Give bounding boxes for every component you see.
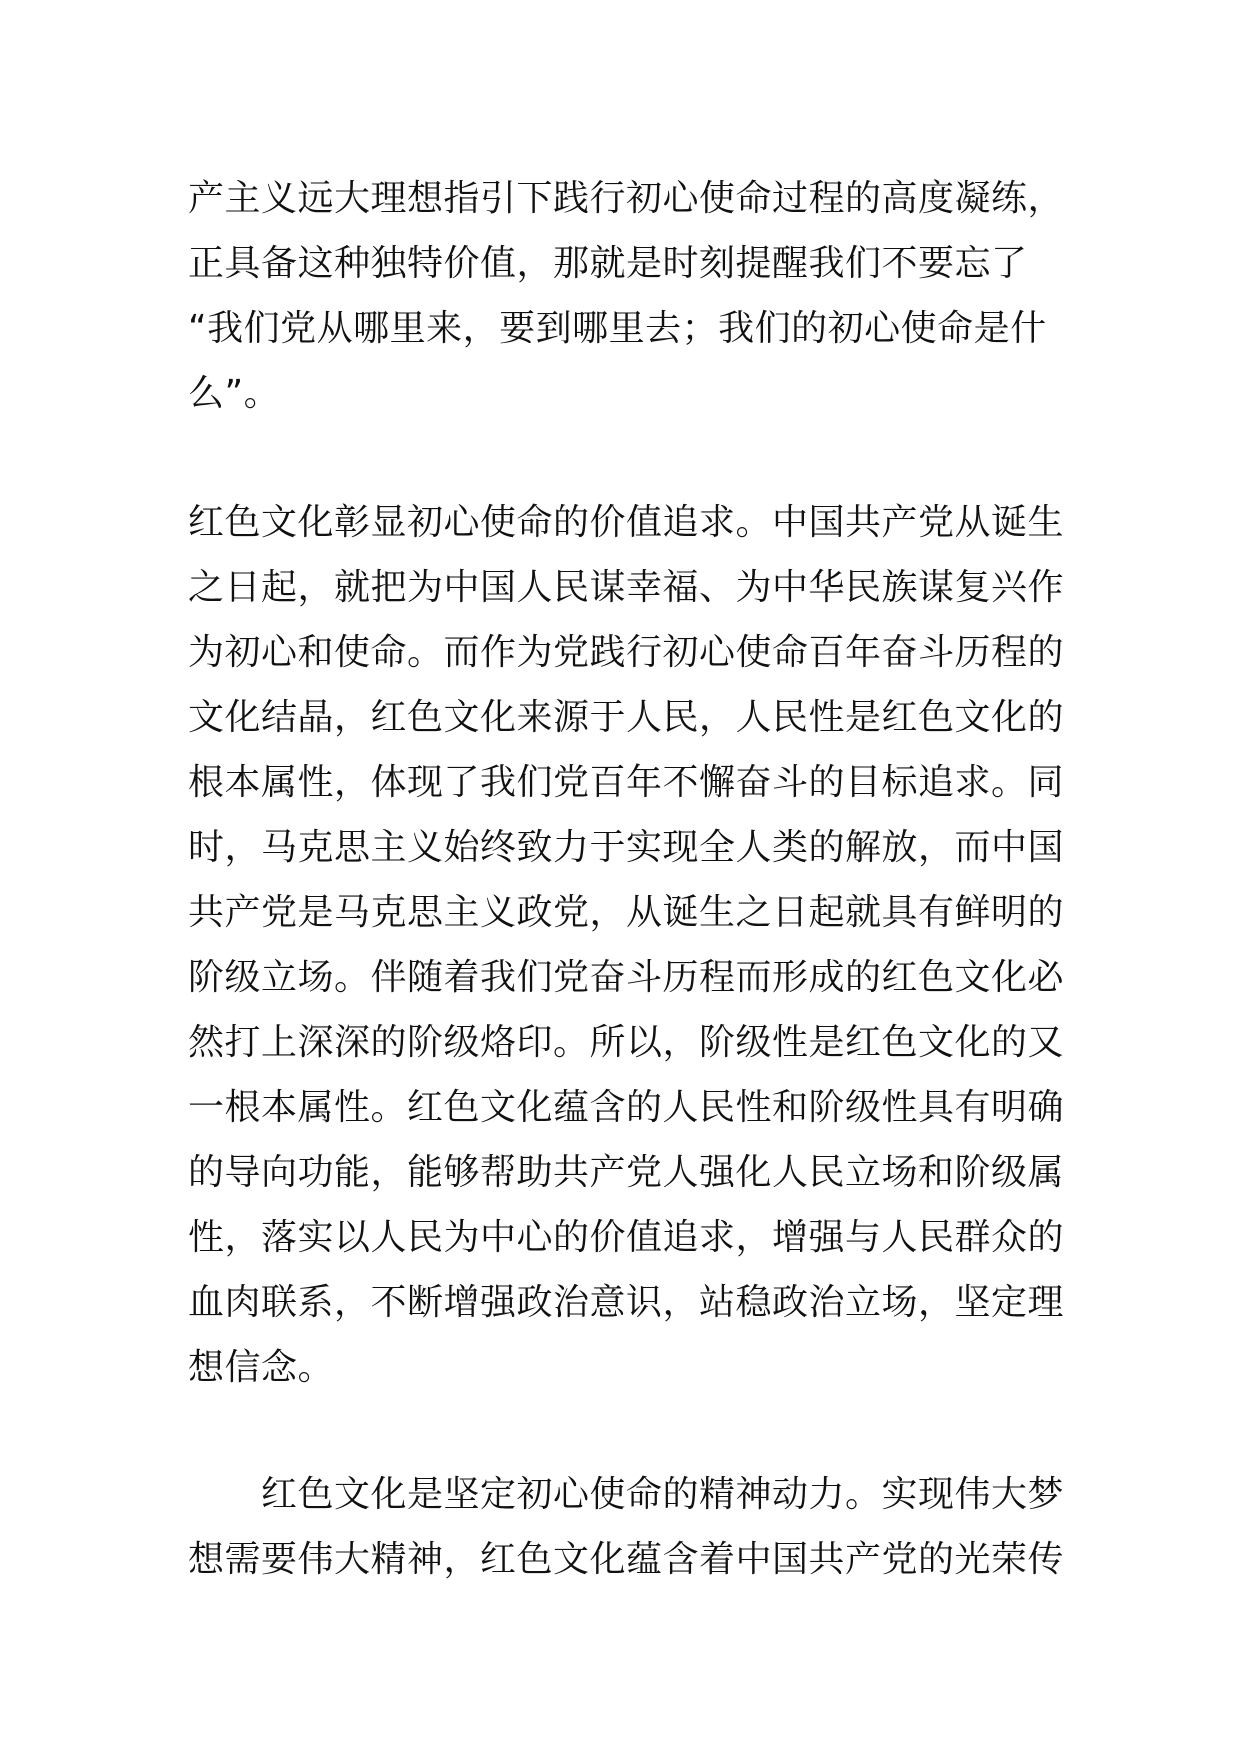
paragraph-3 — [188, 1462, 1065, 1592]
text-line: 想信念。 — [188, 1347, 335, 1388]
text-line: 为初心和使命。而作为党践行初心使命百年奋斗历程的 — [188, 632, 1065, 673]
text-line: 然打上深深的阶级烙印。所以，阶级性是红色文化的又 — [188, 1022, 1065, 1063]
text-line: 阶级立场。伴随着我们党奋斗历程而形成的红色文化必 — [188, 957, 1065, 998]
text-line: 文化结晶，红色文化来源于人民，人民性是红色文化的 — [188, 697, 1065, 738]
text-line: 想需要伟大精神，红色文化蕴含着中国共产党的光荣传 — [188, 1539, 1065, 1580]
text-line: 时，马克思主义始终致力于实现全人类的解放，而中国 — [188, 827, 1065, 868]
text-line: 性，落实以人民为中心的价值追求，增强与人民群众的 — [188, 1217, 1065, 1258]
text-line: 正具备这种独特价值，那就是时刻提醒我们不要忘了 — [188, 243, 1028, 284]
paragraph-1 — [188, 166, 1065, 426]
text-line: 红色文化彰显初心使命的价值追求。中国共产党从诞生 — [188, 502, 1065, 543]
text-line: 产主义远大理想指引下践行初心使命过程的高度凝练， — [188, 178, 1065, 219]
text-line: 共产党是马克思主义政党，从诞生之日起就具有鲜明的 — [188, 892, 1065, 933]
text-line: 血肉联系，不断增强政治意识，站稳政治立场，坚定理 — [188, 1282, 1065, 1323]
text-line: 一根本属性。红色文化蕴含的人民性和阶级性具有明确 — [188, 1087, 1065, 1128]
text-line: 之日起，就把为中国人民谋幸福、为中华民族谋复兴作 — [188, 567, 1065, 608]
text-line: “我们党从哪里来，要到哪里去；我们的初心使命是什 — [188, 308, 1047, 349]
paragraph-2 — [188, 490, 1065, 1400]
text-line: 么”。 — [188, 373, 281, 414]
text-line: 的导向功能，能够帮助共产党人强化人民立场和阶级属 — [188, 1152, 1065, 1193]
text-line: 根本属性，体现了我们党百年不懈奋斗的目标追求。同 — [188, 762, 1065, 803]
text-line: 红色文化是坚定初心使命的精神动力。实现伟大梦 — [188, 1474, 1065, 1515]
